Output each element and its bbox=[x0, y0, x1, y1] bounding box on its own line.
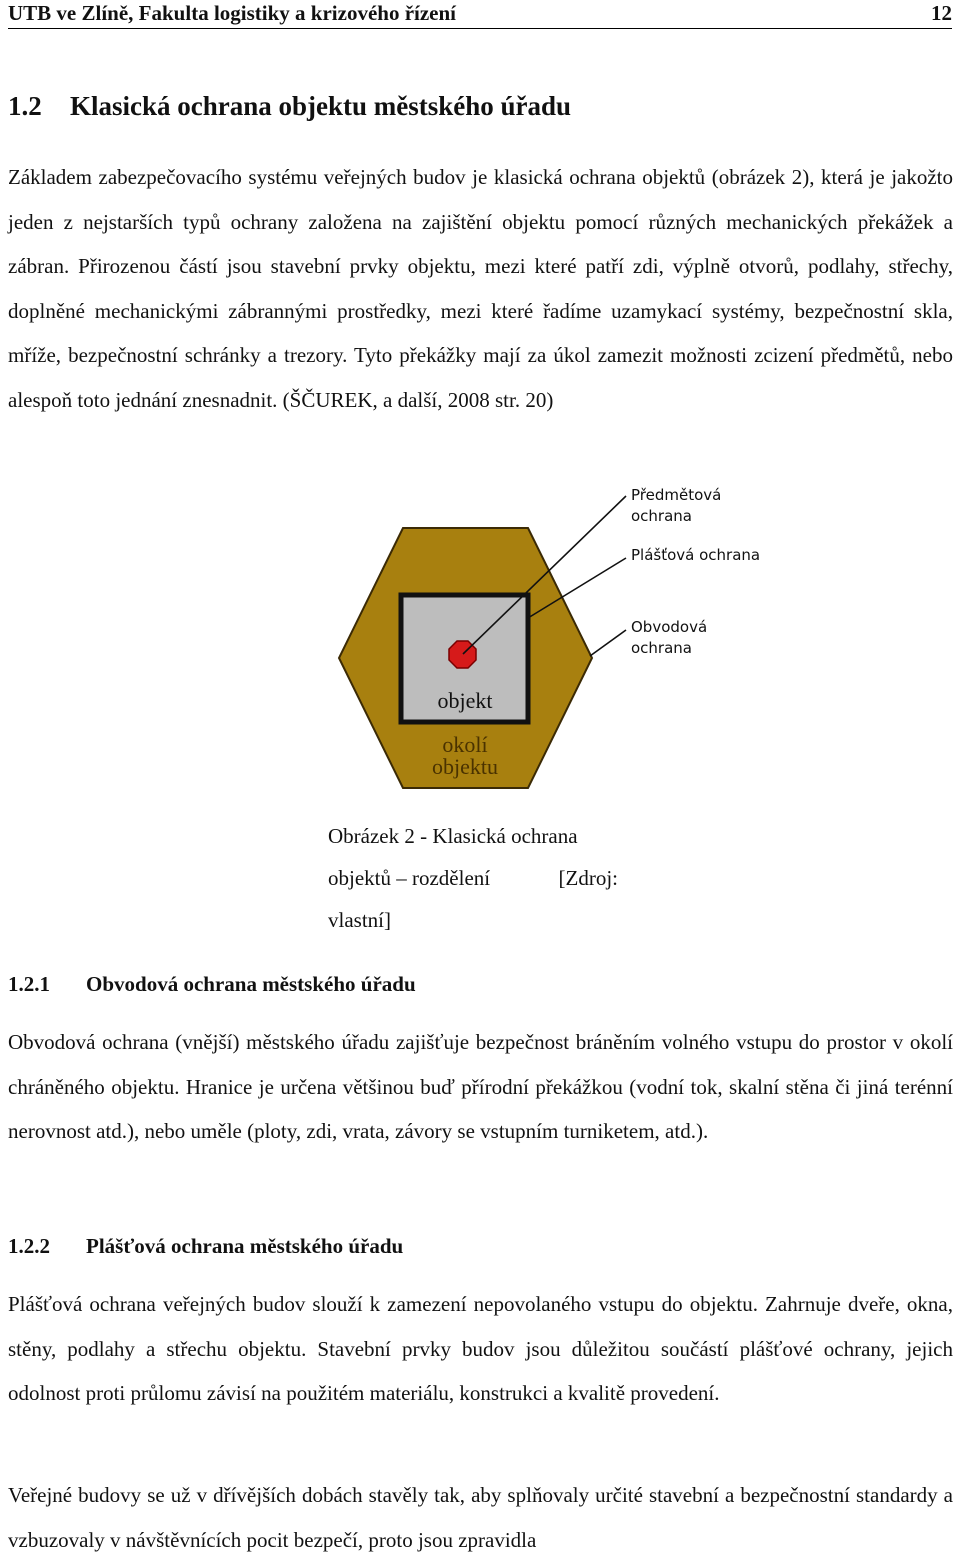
label-perimeter-protection: Obvodová ochrana bbox=[631, 618, 708, 657]
protection-diagram bbox=[300, 478, 760, 808]
label-surroundings-line2: objektu bbox=[432, 754, 498, 779]
subsection-heading-shell bbox=[8, 1232, 403, 1260]
section-title: Klasická ochrana objektu městského úřadu bbox=[70, 91, 572, 121]
subsection-heading-perimeter bbox=[8, 970, 416, 998]
header-title: UTB ve Zlíně, Fakulta logistiky a krizového řízení bbox=[8, 1, 457, 25]
paragraph-buildings: Veřejné budovy se už v dřívějších dobách stavěly tak, aby splňovaly určité stavební a bezpečnostní standardy a vzbuzovaly v návštěvnících pocit bezpečí, proto jsou zpravidla bbox=[8, 1483, 953, 1552]
caption-line3: vlastní] bbox=[328, 908, 391, 932]
label-object-protection: Předmětová ochrana bbox=[631, 486, 722, 525]
page-header bbox=[8, 0, 952, 29]
label-shell-protection: Plášťová ochrana bbox=[631, 546, 761, 564]
paragraph-intro: Základem zabezpečovacího systému veřejných budov je klasická ochrana objektů (obrázek 2), která je jakožto jeden z nejstarších typů ochrany založena na zajištění objektu pomocí různých mechanických překážek a zábran. Přirozenou částí jsou stavební prvky objektu, mezi které patří zdi, výplně otvorů, podlahy, střechy, doplněné mechanickými zábrannými prostředky, mezi které řadíme uzamykací systémy, bezpečnostní skla, mříže, bezpečnostní schránky a trezory. Tyto překážky mají za úkol zamezit možnosti zcizení předmětů, nebo alespoň toto jednání znesnadnit. (ŠČUREK, a další, 2008 str. 20) bbox=[8, 165, 953, 412]
label-object: objekt bbox=[437, 688, 493, 713]
section-number: 1.2 bbox=[8, 91, 42, 121]
subsection-number: 1.2.2 bbox=[8, 1234, 50, 1258]
caption-line2-right: [Zdroj: bbox=[558, 866, 618, 890]
subsection-title: Plášťová ochrana městského úřadu bbox=[86, 1234, 404, 1258]
figure-caption bbox=[328, 815, 618, 941]
subsection-title: Obvodová ochrana městského úřadu bbox=[86, 972, 416, 996]
label-surroundings bbox=[403, 734, 527, 778]
page-number: 12 bbox=[931, 1, 952, 25]
section-heading bbox=[8, 89, 571, 123]
subsection-number: 1.2.1 bbox=[8, 972, 50, 996]
paragraph-perimeter: Obvodová ochrana (vnější) městského úřadu zajišťuje bezpečnost bráněním volného vstupu do prostor v okolí chráněného objektu. Hranice je určena většinou buď přírodní překážkou (vodní tok, skalní stěna či jiná terénní nerovnost atd.), nebo uměle (ploty, zdi, vrata, závory se vstupním turniketem, atd.). bbox=[8, 1030, 953, 1143]
label-surroundings-line1: okolí bbox=[442, 732, 488, 757]
paragraph-shell: Plášťová ochrana veřejných budov slouží k zamezení nepovolaného vstupu do objektu. Zahrnuje dveře, okna, stěny, podlahy a střechu objektu. Stavební prvky budov jsou důležitou součástí plášťové ochrany, jejich odolnost proti průlomu závisí na použitém materiálu, konstrukci a kvalitě provedení. bbox=[8, 1292, 953, 1405]
caption-line2 bbox=[328, 857, 618, 899]
pointer-line-perimeter bbox=[590, 630, 626, 656]
caption-line1: Obrázek 2 - Klasická ochrana bbox=[328, 824, 578, 848]
caption-line2-left: objektů – rozdělení bbox=[328, 866, 491, 890]
